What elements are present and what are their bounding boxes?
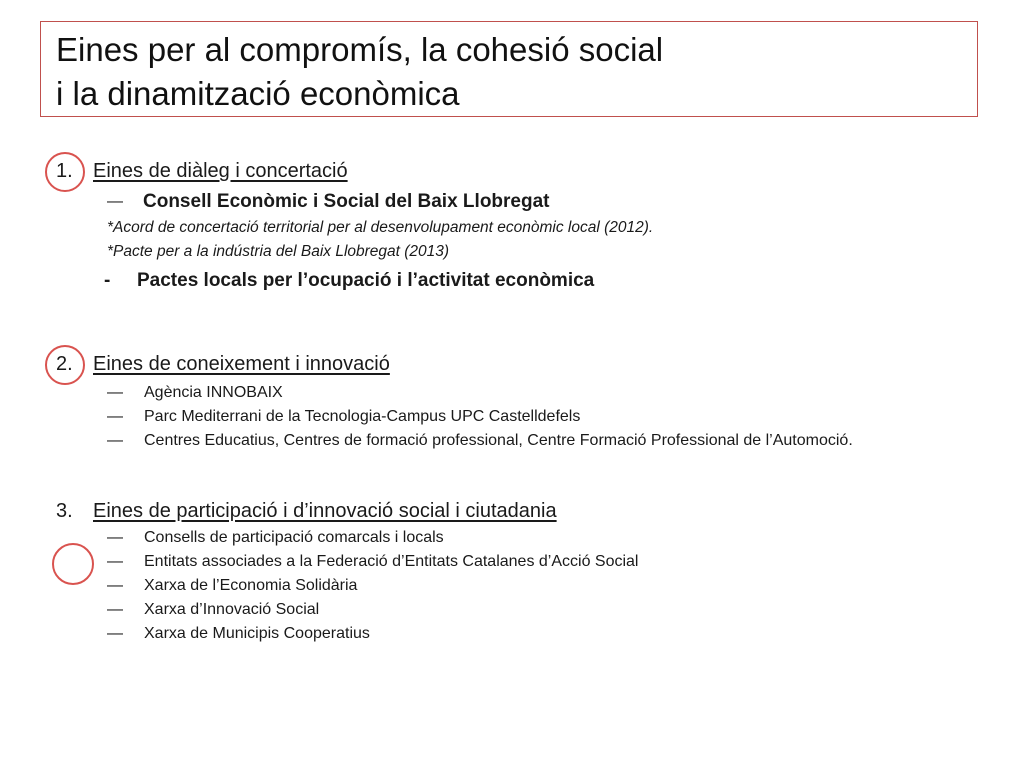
- section-3-item-1-marker: —: [107, 529, 123, 546]
- section-2-item-3: Centres Educatius, Centres de formació professional, Centre Formació Professional de l’Automoció.: [144, 432, 853, 449]
- section-1-heading: Eines de diàleg i concertació: [93, 160, 348, 182]
- section-2-item-2-marker: —: [107, 408, 123, 425]
- section-1-item-2: Pactes locals per l’ocupació i l’activitat econòmica: [137, 270, 595, 291]
- section-2-item-1: Agència INNOBAIX: [144, 384, 283, 401]
- section-3-item-5: Xarxa de Municipis Cooperatius: [144, 625, 370, 642]
- section-3-heading: Eines de participació i d’innovació social i ciutadania: [93, 500, 557, 522]
- section-3-item-2-marker: —: [107, 553, 123, 570]
- title-box: [40, 21, 978, 117]
- section-3-item-4-marker: —: [107, 601, 123, 618]
- section-2-item-1-marker: —: [107, 384, 123, 401]
- section-3-item-3-marker: —: [107, 577, 123, 594]
- section-2-item-2: Parc Mediterrani de la Tecnologia-Campus UPC Castelldefels: [144, 408, 581, 425]
- section-3-item-5-marker: —: [107, 625, 123, 642]
- section-1-number: 1.: [56, 160, 73, 182]
- section-1-item-1-marker: —: [107, 193, 123, 210]
- section-2-item-3-marker: —: [107, 432, 123, 449]
- section-3-item-4: Xarxa d’Innovació Social: [144, 601, 320, 618]
- section-1-note-1: *Acord de concertació territorial per al desenvolupament econòmic local (2012).: [107, 219, 654, 236]
- section-3-item-3: Xarxa de l’Economia Solidària: [144, 577, 358, 594]
- section-3-item-2: Entitats associades a la Federació d’Entitats Catalanes d’Acció Social: [144, 553, 639, 570]
- title-line-2: i la dinamització econòmica: [56, 75, 460, 112]
- section-2-heading: Eines de coneixement i innovació: [93, 353, 390, 375]
- highlight-circle-3: [52, 543, 94, 585]
- section-1-item-1: Consell Econòmic i Social del Baix Llobregat: [143, 191, 550, 212]
- title-line-1: Eines per al compromís, la cohesió social: [56, 31, 664, 68]
- section-3-item-1: Consells de participació comarcals i locals: [144, 529, 444, 546]
- section-1-item-2-marker: -: [104, 270, 111, 291]
- section-3-number: 3.: [56, 500, 73, 522]
- section-2-number: 2.: [56, 353, 73, 375]
- section-1-note-2: *Pacte per a la indústria del Baix Llobregat (2013): [107, 243, 450, 260]
